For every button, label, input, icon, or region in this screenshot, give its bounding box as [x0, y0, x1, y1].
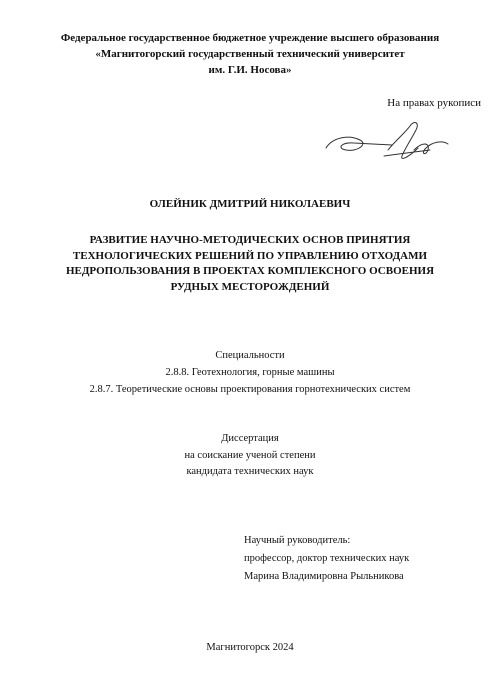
dissertation-title: [0, 233, 500, 295]
title-line: РУДНЫХ МЕСТОРОЖДЕНИЙ: [170, 280, 330, 293]
rights-notice: На правах рукописи: [387, 97, 481, 109]
title-line: РАЗВИТИЕ НАУЧНО-МЕТОДИЧЕСКИХ ОСНОВ ПРИНЯТИЯ: [89, 234, 411, 246]
supervisor-label: Научный руководитель:: [244, 535, 351, 546]
title-line: ТЕХНОЛОГИЧЕСКИХ РЕШЕНИЙ ПО УПРАВЛЕНИЮ ОТХОДАМИ: [72, 249, 428, 262]
specialty-item: 2.8.7. Теоретические основы проектирования горнотехнических систем: [89, 384, 411, 395]
institution-line-2: «Магнитогорский государственный технический университет: [95, 48, 405, 60]
specialty-item: 2.8.8. Геотехнология, горные машины: [165, 367, 335, 378]
supervisor-block: [244, 532, 409, 586]
institution-line-1: Федеральное государственное бюджетное учреждение высшего образования: [60, 32, 440, 44]
dissertation-label: Диссертация: [221, 433, 279, 444]
dissertation-type-block: [0, 431, 500, 481]
specialties-heading: Специальности: [215, 350, 285, 361]
signature-image: [318, 116, 468, 172]
title-line: НЕДРОПОЛЬЗОВАНИЯ В ПРОЕКТАХ КОМПЛЕКСНОГО ОСВОЕНИЯ: [65, 265, 435, 277]
degree-name: кандидата технических наук: [186, 466, 314, 477]
institution-line-3: им. Г.И. Носова»: [208, 64, 292, 76]
degree-line: на соискание ученой степени: [184, 449, 316, 461]
supervisor-position: профессор, доктор технических наук: [244, 553, 410, 564]
specialties-block: [0, 347, 500, 398]
city-year: Магнитогорск 2024: [206, 642, 294, 653]
author-name: ОЛЕЙНИК ДМИТРИЙ НИКОЛАЕВИЧ: [149, 198, 351, 210]
supervisor-name: Марина Владимировна Рыльникова: [244, 571, 404, 582]
institution-header: [0, 30, 500, 78]
